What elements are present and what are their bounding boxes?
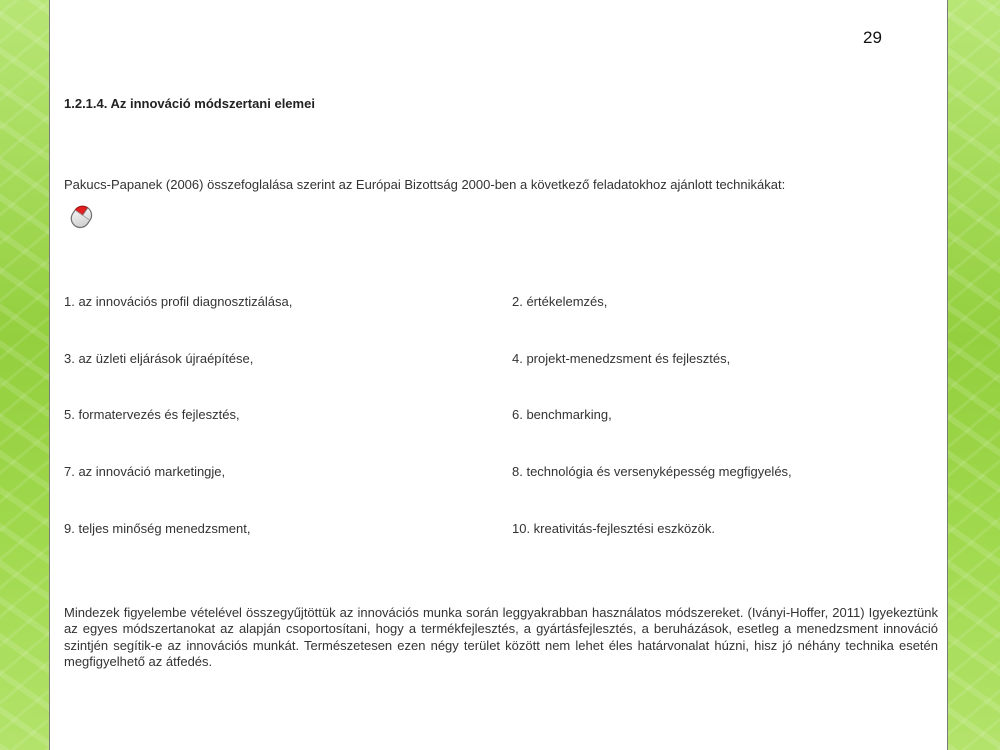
list-item: 10. kreativitás-fejlesztési eszközök.	[512, 521, 716, 536]
list-item: 2. értékelemzés,	[512, 294, 608, 309]
section-heading: 1.2.1.4. Az innováció módszertani elemei	[64, 96, 315, 111]
list-item: 5. formatervezés és fejlesztés,	[64, 407, 240, 422]
page-number: 29	[863, 28, 882, 47]
mouse-icon[interactable]	[66, 202, 98, 230]
intro-text: Pakucs-Papanek (2006) összefoglalása szerint az Európai Bizottság 2000-ben a következő feladatokhoz ajánlott technikákat:	[64, 177, 786, 192]
list-item: 1. az innovációs profil diagnosztizálása,	[64, 294, 293, 309]
left-decorative-border	[0, 0, 49, 750]
list-item: 6. benchmarking,	[512, 407, 612, 422]
list-item: 9. teljes minőség menedzsment,	[64, 521, 251, 536]
list-item: 4. projekt-menedzsment és fejlesztés,	[512, 351, 731, 366]
right-decorative-border	[948, 0, 1000, 750]
list-item: 8. technológia és versenyképesség megfigyelés,	[512, 464, 792, 479]
list-item: 7. az innováció marketingje,	[64, 464, 226, 479]
summary-paragraph: Mindezek figyelembe vételével összegyűjtöttük az innovációs munka során leggyakrabban használatos módszereket. (Iványi-Hoffer, 2011) Igyekeztünk az egyes módszertanokat az alapján csoportosítani, hogy a termékfejlesztés, a gyártásfejlesztés, a beruházások, esetleg a menedzsment innováció szintjén segítik-e az innovációs munkát. Természetesen ezen négy terület között nem lehet éles határvonalat húzni, hisz jó néhány technika esetén megfigyelhető az átfedés.	[64, 605, 938, 669]
list-item: 3. az üzleti eljárások újraépítése,	[64, 351, 254, 366]
